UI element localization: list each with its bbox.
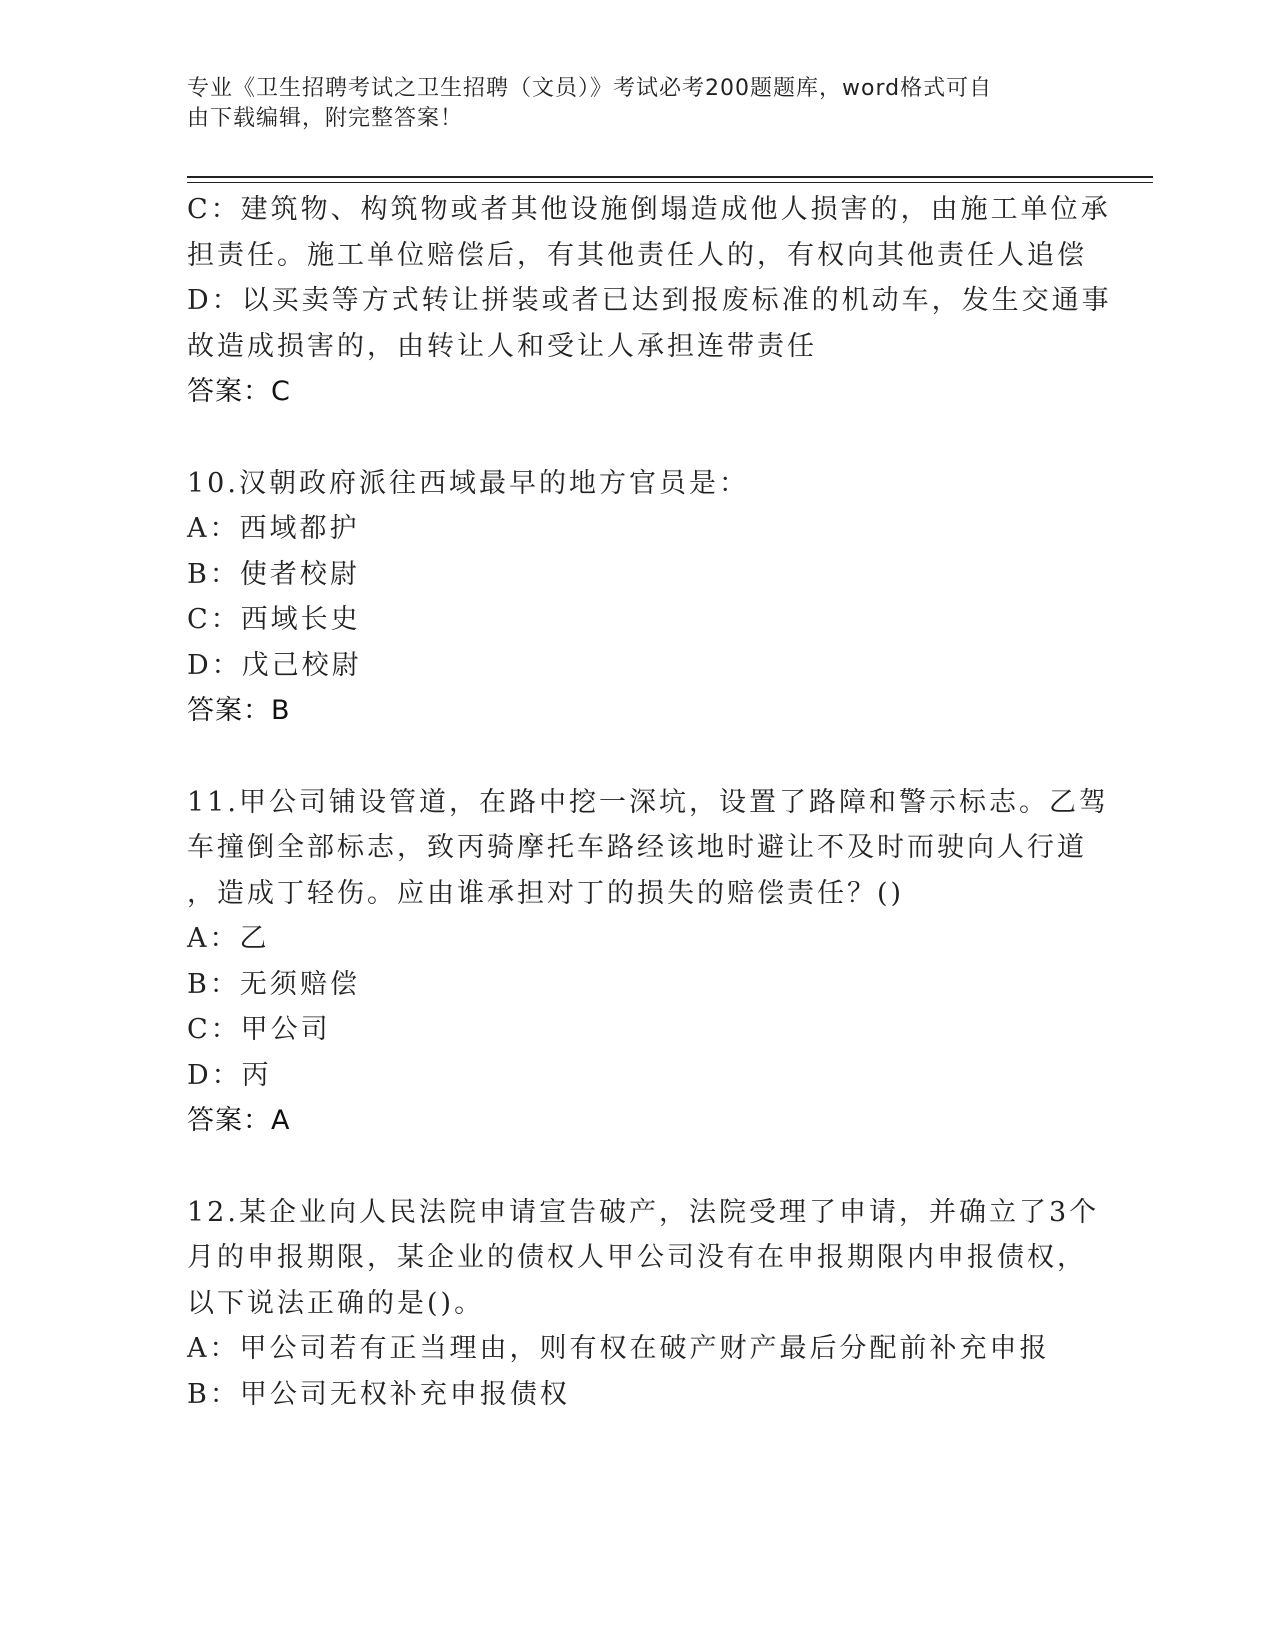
question-stem-line-3: 以下说法正确的是()。 bbox=[187, 1287, 485, 1319]
question-stem-line-2: 车撞倒全部标志，致丙骑摩托车路经该地时避让不及时而驶向人行道 bbox=[187, 832, 1087, 863]
answer-label: 答案：C bbox=[187, 376, 291, 407]
option-c-line-2: 担责任。施工单位赔偿后，有其他责任人的，有权向其他责任人追偿 bbox=[187, 239, 1087, 271]
document-body bbox=[187, 187, 1112, 1417]
option-b: B：无须赔偿 bbox=[187, 968, 360, 1000]
option-b: B：甲公司无权补充申报债权 bbox=[187, 1378, 570, 1410]
question-10 bbox=[187, 461, 1087, 734]
answer-label: 答案：B bbox=[187, 695, 291, 726]
option-c: C：甲公司 bbox=[187, 1014, 331, 1045]
question-11 bbox=[187, 780, 1109, 1144]
question-9-continued bbox=[187, 187, 1112, 415]
question-stem-line-1: 12.某企业向人民法院申请宣告破产，法院受理了申请，并确立了3个 bbox=[187, 1196, 1100, 1228]
option-a: A：西域都护 bbox=[187, 513, 360, 544]
document-header bbox=[187, 74, 1067, 134]
header-divider-thick bbox=[187, 176, 1153, 178]
spacer bbox=[187, 1144, 1087, 1190]
option-b: B：使者校尉 bbox=[187, 558, 360, 590]
option-d: D：丙 bbox=[187, 1059, 272, 1091]
option-d: D：戊己校尉 bbox=[187, 649, 362, 681]
option-c-line-1: C：建筑物、构筑物或者其他设施倒塌造成他人损害的，由施工单位承 bbox=[187, 194, 1111, 225]
spacer bbox=[187, 415, 1087, 461]
header-divider-thin bbox=[187, 182, 1153, 183]
header-line-2: 由下载编辑，附完整答案！ bbox=[187, 106, 464, 131]
spacer bbox=[187, 734, 1087, 780]
header-line-1: 专业《卫生招聘考试之卫生招聘（文员）》考试必考200题题库，word格式可自 bbox=[187, 76, 993, 101]
option-d-line-2: 故造成损害的，由转让人和受让人承担连带责任 bbox=[187, 330, 817, 362]
option-a: A：乙 bbox=[187, 923, 270, 954]
option-c: C：西域长史 bbox=[187, 604, 361, 635]
question-stem-line-2: 月的申报期限，某企业的债权人甲公司没有在申报期限内申报债权， bbox=[187, 1242, 1087, 1273]
question-stem-line-1: 11.甲公司铺设管道，在路中挖一深坑，设置了路障和警示标志。乙驾 bbox=[187, 786, 1109, 818]
question-stem: 10.汉朝政府派往西域最早的地方官员是： bbox=[187, 467, 749, 499]
question-12 bbox=[187, 1190, 1100, 1418]
option-d-line-1: D：以买卖等方式转让拼装或者已达到报废标准的机动车，发生交通事 bbox=[187, 285, 1112, 316]
question-stem-line-3: ，造成丁轻伤。应由谁承担对丁的损失的赔偿责任？() bbox=[187, 877, 905, 909]
option-a: A：甲公司若有正当理由，则有权在破产财产最后分配前补充申报 bbox=[187, 1333, 1050, 1364]
answer-label: 答案：A bbox=[187, 1105, 291, 1136]
